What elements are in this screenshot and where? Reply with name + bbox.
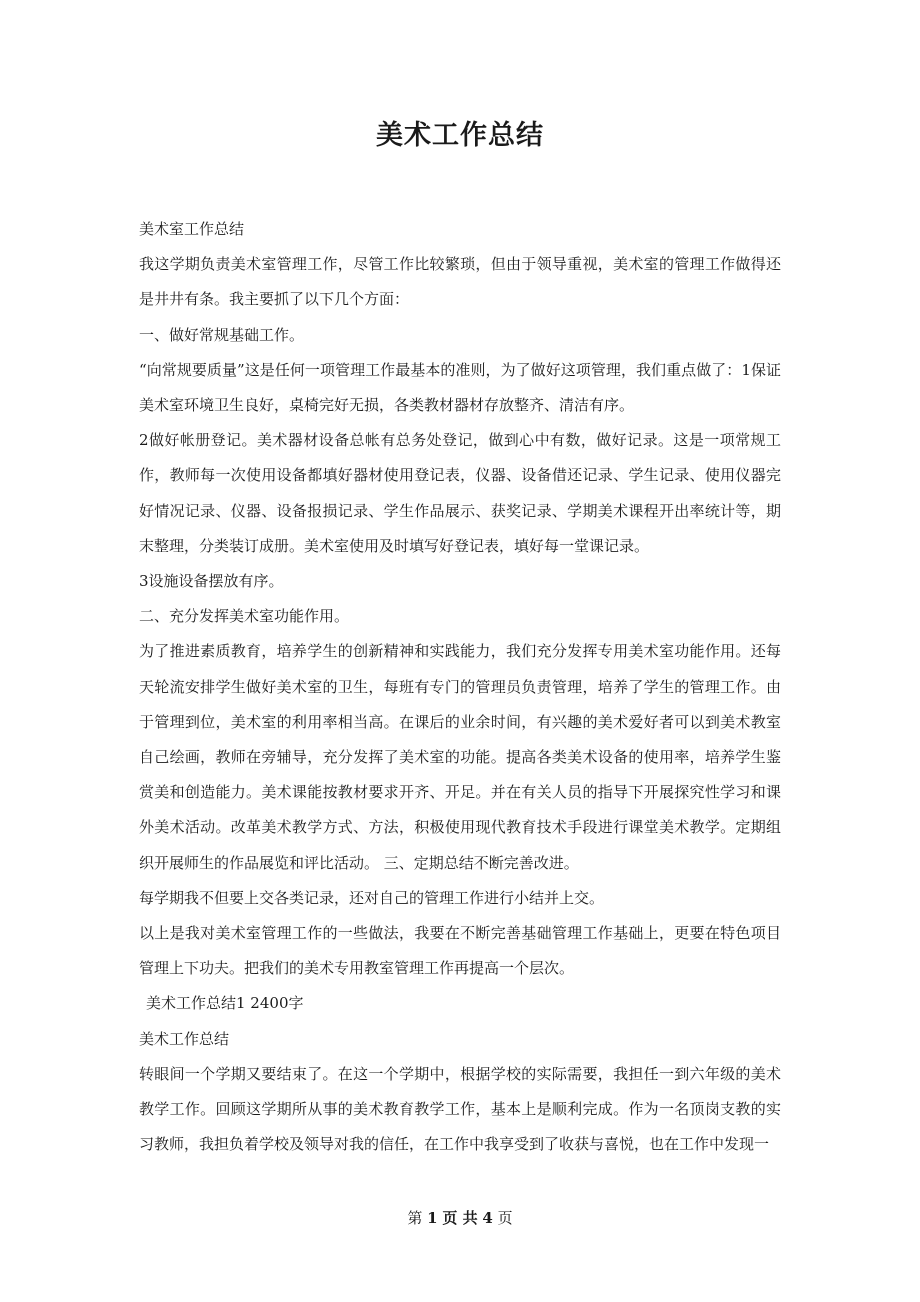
paragraph: 2做好帐册登记。美术器材设备总帐有总务处登记，做到心中有数，做好记录。这是一项常规工作，教师每一次使用设备都填好器材使用登记表，仪器、设备借还记录、学生记录、使用仪器完好情况记录、仪器、设备报损记录、学生作品展示、获奖记录、学期美术课程开出率统计等，期末整理，分类装订成册。美术室使用及时填写好登记表，填好每一堂课记录。 — [139, 431, 781, 555]
paragraph: 我这学期负责美术室管理工作，尽管工作比较繁琐，但由于领导重视，美术室的管理工作做得还是井井有条。我主要抓了以下几个方面： — [139, 255, 781, 309]
section-heading: 美术工作总结1 2400字 — [146, 994, 304, 1013]
document-body — [139, 212, 781, 1162]
paragraph: “向常规要质量”这是任何一项管理工作最基本的准则，为了做好这项管理，我们重点做了：1保证美术室环境卫生良好，桌椅完好无损，各类教材器材存放整齐、清洁有序。 — [139, 360, 781, 415]
document-title: 美术工作总结 — [376, 120, 544, 151]
footer-prefix: 第 — [407, 1209, 423, 1227]
paragraph: 二、充分发挥美术室功能作用。 — [139, 607, 350, 626]
current-page-number: 1 — [427, 1209, 438, 1227]
paragraph: 转眼间一个学期又要结束了。在这一个学期中，根据学校的实际需要，我担任一到六年级的美术教学工作。回顾这学期所从事的美术教育教学工作，基本上是顺利完成。作为一名顶岗支教的实习教师，我担负着学校及领导对我的信任，在工作中我享受到了收获与喜悦，也在工作中发现一 — [139, 1064, 781, 1154]
paragraph: 为了推进素质教育，培养学生的创新精神和实践能力，我们充分发挥专用美术室功能作用。还每天轮流安排学生做好美术室的卫生，每班有专门的管理员负责管理，培养了学生的管理工作。由于管理到位，美术室的利用率相当高。在课后的业余时间，有兴趣的美术爱好者可以到美术教室自己绘画，教师在旁辅导，充分发挥了美术室的功能。提高各类美术设备的使用率，培养学生鉴赏美和创造能力。美术课能按教材要求开齐、开足。并在有关人员的指导下开展探究性学习和课外美术活动。改革美术教学方式、方法，积极使用现代教育技术手段进行课堂美术教学。定期组织开展师生的作品展览和评比活动。 三、定期总结不断完善改进。 — [139, 642, 781, 872]
paragraph: 一、做好常规基础工作。 — [139, 325, 305, 344]
paragraph: 美术室工作总结 — [139, 220, 245, 238]
paragraph: 3设施设备摆放有序。 — [139, 572, 284, 591]
page-footer — [0, 1208, 920, 1228]
footer-suffix: 页 — [497, 1209, 513, 1227]
paragraph: 美术工作总结 — [139, 1029, 230, 1048]
total-pages-number: 4 — [482, 1209, 493, 1227]
footer-middle: 页 共 — [442, 1209, 478, 1227]
paragraph: 以上是我对美术室管理工作的一些做法，我要在不断完善基础管理工作基础上，更要在特色项目管理上下功夫。把我们的美术专用教室管理工作再提高一个层次。 — [139, 924, 781, 978]
paragraph: 每学期我不但要上交各类记录，还对自己的管理工作进行小结并上交。 — [139, 888, 605, 907]
